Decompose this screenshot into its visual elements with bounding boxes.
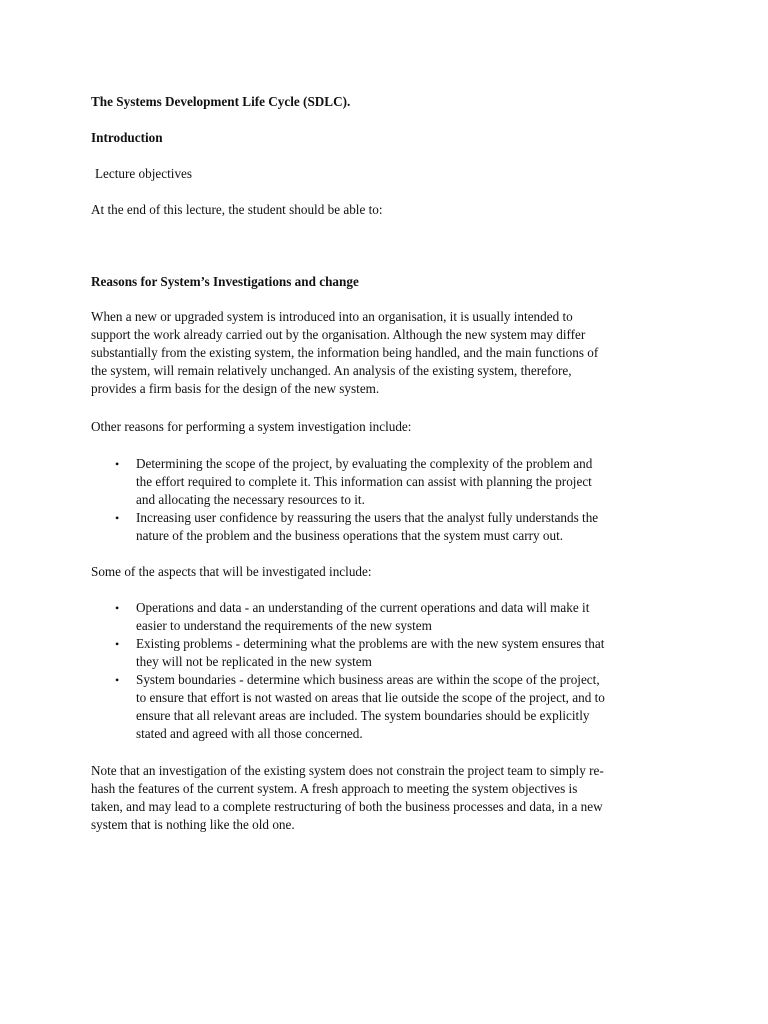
list-item-line: System boundaries - determine which business areas are within the scope of the project, [136,672,600,687]
bullet-icon: • [115,601,120,615]
note-paragraph [91,762,681,834]
bullet-icon: • [115,511,120,525]
paragraph-line: Note that an investigation of the existing system does not constrain the project team to simply re- [91,763,604,778]
lecture-objectives-label: Lecture objectives [95,166,193,181]
bullet-icon: • [115,673,120,687]
other-reasons-list [91,455,681,545]
paragraph-line: support the work already carried out by the organisation. Although the new system may differ [91,327,586,342]
list-item [91,599,681,635]
paragraph-line: substantially from the existing system, the information being handled, and the main functions of [91,345,599,360]
other-reasons-intro: Other reasons for performing a system investigation include: [91,419,412,434]
list-item [91,671,681,743]
paragraph-line: hash the features of the current system. A fresh approach to meeting the system objectives is [91,781,578,796]
list-item [91,509,681,545]
list-item-line: Increasing user confidence by reassuring the users that the analyst fully understands the [136,510,599,525]
introduction-heading: Introduction [91,130,163,145]
reasons-heading: Reasons for System’s Investigations and change [91,274,359,289]
bullet-icon: • [115,637,120,651]
aspects-list [91,599,681,743]
lecture-outcome-intro: At the end of this lecture, the student should be able to: [91,202,383,217]
list-item [91,635,681,671]
paragraph-line: provides a firm basis for the design of the new system. [91,381,380,396]
paragraph-line: the system, will remain relatively unchanged. An analysis of the existing system, therefore, [91,363,572,378]
bullet-icon: • [115,457,120,471]
list-item-line: ensure that all relevant areas are included. The system boundaries should be explicitly [136,708,590,723]
aspects-intro: Some of the aspects that will be investigated include: [91,564,372,579]
list-item-line: the effort required to complete it. This information can assist with planning the project [136,474,592,489]
list-item-line: Operations and data - an understanding of the current operations and data will make it [136,600,590,615]
paragraph-line: taken, and may lead to a complete restructuring of both the business processes and data, in a new [91,799,603,814]
document-title: The Systems Development Life Cycle (SDLC). [91,94,351,109]
list-item-line: to ensure that effort is not wasted on areas that lie outside the scope of the project, and to [136,690,605,705]
list-item-line: they will not be replicated in the new system [136,654,372,669]
list-item [91,455,681,509]
list-item-line: nature of the problem and the business operations that the system must carry out. [136,528,564,543]
list-item-line: Determining the scope of the project, by evaluating the complexity of the problem and [136,456,593,471]
list-item-line: and allocating the necessary resources to it. [136,492,365,507]
paragraph-line: system that is nothing like the old one. [91,817,295,832]
list-item-line: Existing problems - determining what the problems are with the new system ensures that [136,636,605,651]
list-item-line: easier to understand the requirements of the new system [136,618,432,633]
list-item-line: stated and agreed with all those concerned. [136,726,363,741]
reasons-paragraph [91,308,681,398]
paragraph-line: When a new or upgraded system is introduced into an organisation, it is usually intended to [91,309,573,324]
